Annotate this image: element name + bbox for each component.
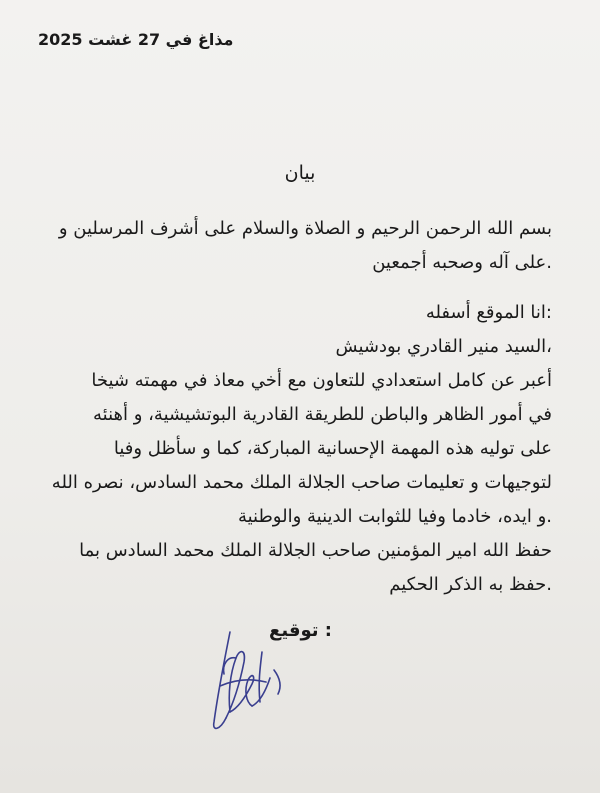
signature-label: : توقيع bbox=[269, 620, 332, 641]
text-line: على توليه هذه المهمة الإحسانية المباركة، كما و سأظل وفيا bbox=[113, 438, 552, 459]
date-line: مذاغ في 27 غشت 2025 bbox=[38, 30, 234, 49]
text-line: ،السيد منير القادري بودشيش bbox=[335, 336, 552, 357]
document-title: بيان bbox=[284, 162, 316, 184]
text-line: حفظ الله امير المؤمنين صاحب الجلالة الملك محمد السادس بما bbox=[79, 540, 552, 561]
closing-paragraph bbox=[32, 534, 552, 602]
text-line: :انا الموقع أسفله bbox=[425, 302, 552, 323]
text-line: بسم الله الرحمن الرحيم و الصلاة والسلام على أشرف المرسلين و bbox=[58, 218, 552, 239]
text-line: لتوجيهات و تعليمات صاحب الجلالة الملك محمد السادس، نصره الله bbox=[51, 472, 552, 493]
signature-image bbox=[200, 622, 295, 737]
text-line: .على آله وصحبه أجمعين bbox=[372, 252, 552, 273]
text-line: .و ايده، خادما وفيا للثوابت الدينية والوطنية bbox=[237, 506, 552, 527]
text-line: في أمور الظاهر والباطن للطريقة القادرية البوتشيشية، و أهنئه bbox=[92, 404, 552, 425]
body-paragraph bbox=[32, 296, 552, 534]
text-line: أعبر عن كامل استعدادي للتعاون مع أخي معاذ في مهمته شيخا bbox=[91, 370, 552, 391]
text-line: .حفظ به الذكر الحكيم bbox=[389, 574, 552, 595]
opening-paragraph bbox=[32, 212, 552, 280]
